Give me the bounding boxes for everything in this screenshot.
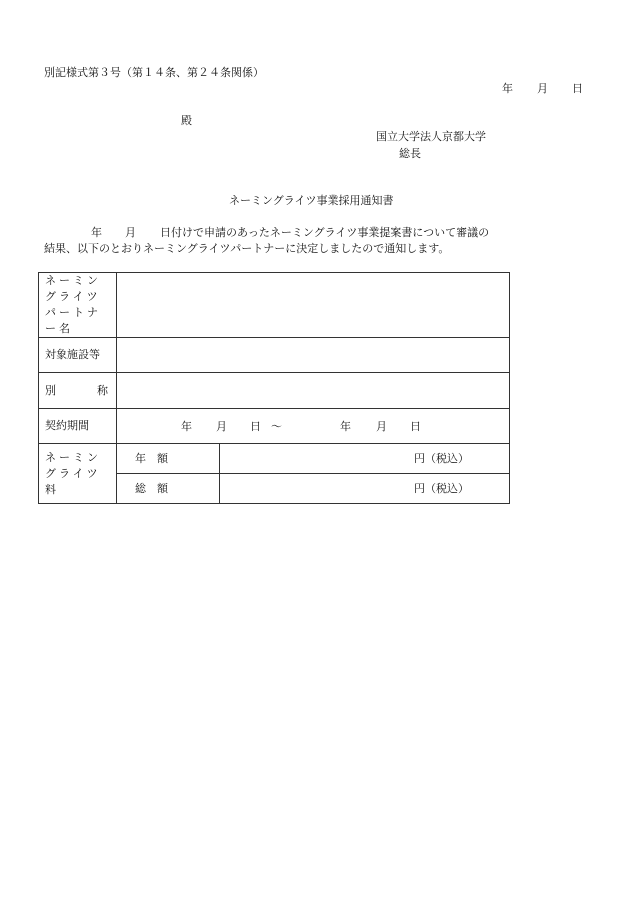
date-month: 月 (537, 82, 548, 95)
alias-value (117, 373, 510, 409)
facility-value (117, 338, 510, 373)
period-start-day: 日 (250, 420, 261, 433)
body-line2: 結果、以下のとおりネーミングライツパートナーに決定しましたので通知します。 (44, 242, 450, 255)
period-end-day: 日 (410, 420, 421, 433)
form-reference: 別記様式第３号（第１４条、第２４条関係） (44, 66, 264, 79)
period-separator: ～ (271, 420, 282, 433)
period-label: 契約期間 (39, 409, 117, 444)
issuer-organization: 国立大学法人京都大学 (376, 130, 486, 143)
alias-label-1: 別 (45, 383, 56, 397)
period-end-year: 年 (340, 420, 351, 433)
body-line1: 日付けで申請のあったネーミングライツ事業提案書について審議の (160, 226, 490, 239)
period-end-month: 月 (376, 420, 387, 433)
annual-fee-value: 円（税込） (220, 444, 510, 474)
addressee-suffix: 殿 (181, 114, 192, 127)
issuer-title: 総長 (399, 147, 421, 160)
body-month: 月 (125, 226, 136, 239)
total-fee-value: 円（税込） (220, 474, 510, 504)
notice-table (38, 272, 510, 504)
total-fee-label: 総 額 (117, 474, 220, 504)
fee-label: ネーミングライツ料 (39, 444, 117, 504)
period-start-year: 年 (181, 420, 192, 433)
document-title: ネーミングライツ事業採用通知書 (229, 194, 394, 207)
date-year: 年 (502, 82, 513, 95)
period-start-month: 月 (216, 420, 227, 433)
partner-name-label: ネーミングライツパートナー名 (39, 273, 117, 338)
facility-label: 対象施設等 (39, 338, 117, 373)
period-value (117, 409, 510, 444)
alias-label-2: 称 (97, 383, 108, 397)
partner-name-value (117, 273, 510, 338)
body-year: 年 (91, 226, 102, 239)
alias-label (39, 373, 117, 409)
annual-fee-label: 年 額 (117, 444, 220, 474)
date-day: 日 (572, 82, 583, 95)
